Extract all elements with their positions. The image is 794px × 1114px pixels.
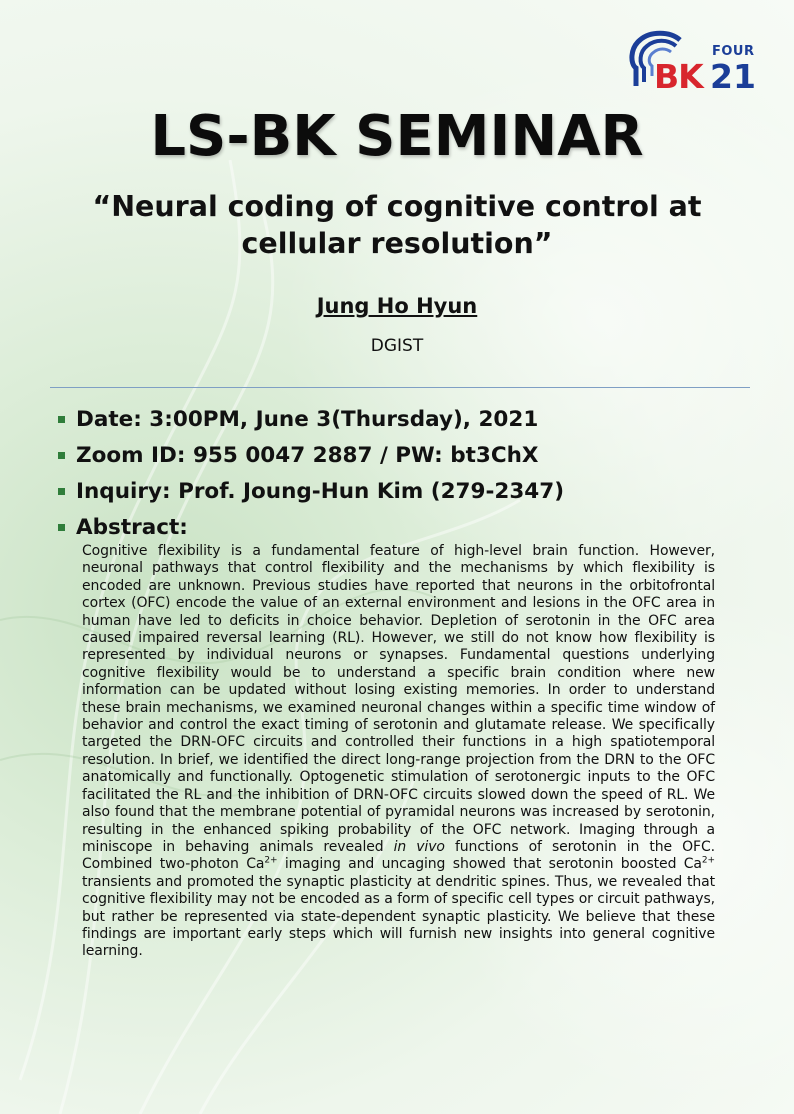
info-item-abstract-heading: Abstract: [58,510,758,546]
info-item-zoom: Zoom ID: 955 0047 2887 / PW: bt3ChX [58,438,758,474]
bullet-icon [58,452,65,459]
info-item-date: Date: 3:00PM, June 3(Thursday), 2021 [58,402,758,438]
seminar-title: LS-BK SEMINAR [150,104,644,169]
bk21-four-logo [626,28,756,98]
logo-21-text: 21 [710,57,756,96]
speaker-name: Jung Ho Hyun [316,294,478,318]
abstract-body: Cognitive flexibility is a fundamental feature of high-level brain function. However, neuronal pathways that control flexibility and the mechanisms by which flexibility is encoded are unknown. Previous studies have reported that neurons in the orbitofrontal cortex (OFC) encode the value of an external environment and lesions in the OFC area in human have led to deficits in choice behavior. Depletion of serotonin in the OFC area caused impaired reversal learning (RL). However, we still do not know how flexibility is represented by individual neurons or synapses. Fundamental questions underlying cognitive flexibility would be to understand a specific brain condition where new information can be updated without losing existing memories. In order to understand these brain mechanisms, we examined neuronal changes within a specific time window of behavior and control the exact timing of serotonin and glutamate release. We specifically targeted the DRN-OFC circuits and controlled their functions in a high spatiotemporal resolution. In brief, we identified the direct long-range projection from the DRN to the OFC anatomically and functionally. Optogenetic stimulation of serotonergic inputs to the OFC facilitated the RL and the inhibition of DRN-OFC circuits slowed down the speed of RL. We also found that the membrane potential of pyramidal neurons was increased by serotonin, resulting in the enhanced spiking probability of the OFC network. Imaging through a miniscope in behaving animals revealed in vivo functions of serotonin in the OFC. Combined two-photon $Ca^{2+}$ imaging and uncaging showed that serotonin boosted $Ca^{2+}$ transients and promoted the synaptic plasticity at dendritic spines. Thus, we revealed that cognitive flexibility may not be encoded as a form of specific cell types or circuit pathways, but rather be represented via state-dependent synaptic plasticity. We believe that these findings are important early steps which will furnish new insights into general cognitive learning. [82,543,715,960]
logo-four-text: FOUR [712,44,755,59]
logo-bk-text: BK [654,57,703,96]
talk-title-line-1: “Neural coding of cognitive control at [92,190,702,223]
talk-title-line-2: cellular resolution” [241,227,553,260]
bullet-icon [58,488,65,495]
seminar-info-list [58,402,758,546]
divider-line [50,387,750,388]
bullet-icon [58,416,65,423]
talk-title [0,188,794,262]
bullet-icon [58,524,65,531]
info-item-inquiry: Inquiry: Prof. Joung-Hun Kim (279-2347) [58,474,758,510]
speaker-affiliation: DGIST [370,336,424,356]
